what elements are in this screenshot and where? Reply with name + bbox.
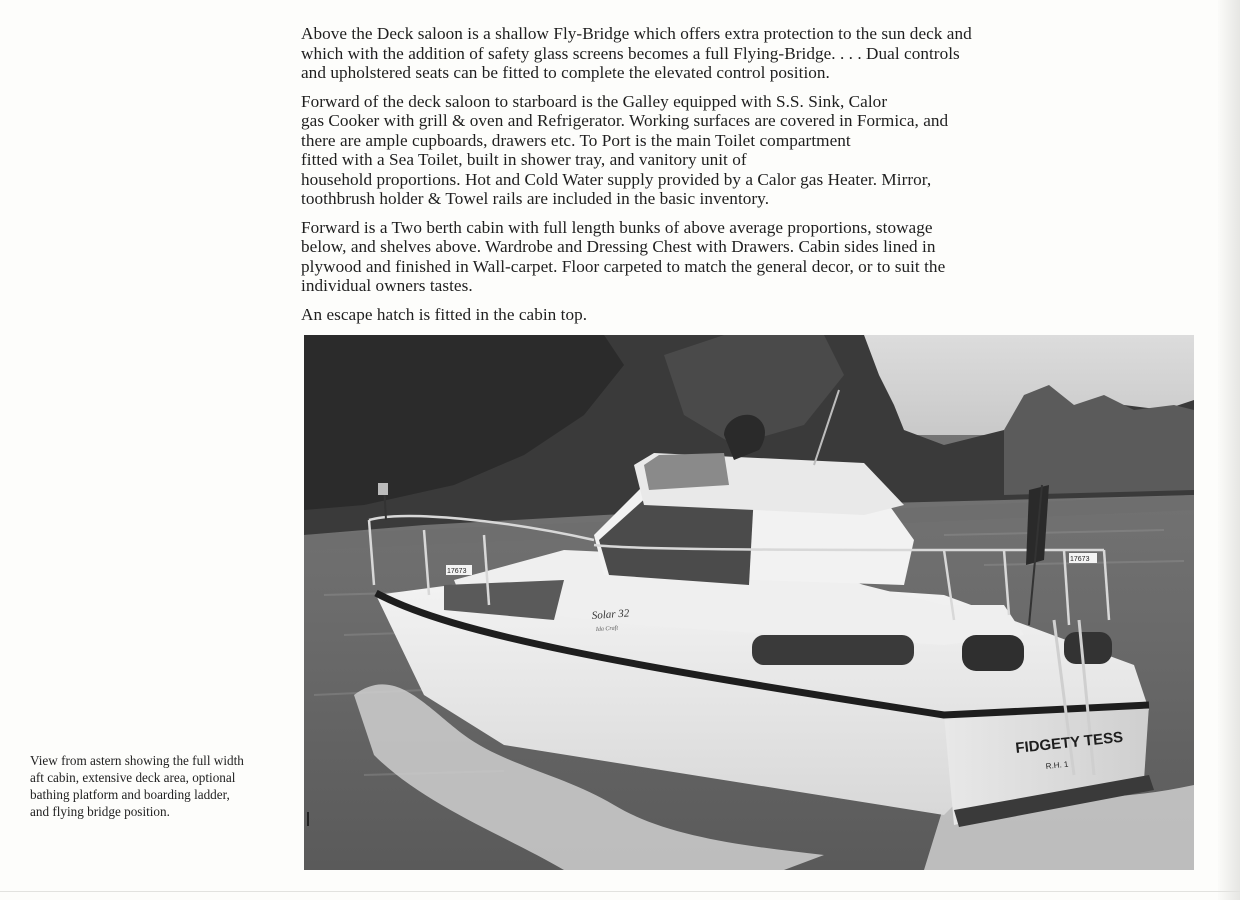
bow-sublettering: Ida Craft [595,625,619,633]
bow-lettering: Solar 32 [591,607,630,622]
photo-caption [30,752,300,820]
page-edge-shadow [1218,0,1240,900]
text-line: An escape hatch is fitted in the cabin top. [301,304,588,324]
page-bottom-edge [0,891,1240,892]
text-line: gas Cooker with grill & oven and Refrigerator. Working surfaces are covered in Formica, and [301,111,949,130]
text-line: Forward is a Two berth cabin with full length bunks of above average proportions, stowage [301,217,933,237]
bow-number: 17673 [447,568,467,575]
hull-port: R.H. 1 [1045,759,1069,771]
description-text [301,24,1101,333]
text-line: below, and shelves above. Wardrobe and Dressing Chest with Drawers. Cabin sides lined in [301,237,936,256]
text-line: household proportions. Hot and Cold Water supply provided by a Calor gas Heater. Mirror, [301,169,932,189]
caption-line: View from astern showing the full width [30,753,244,768]
caption-pointer-mark [307,812,309,826]
paragraph-fly-bridge [301,24,1101,83]
text-line: which with the addition of safety glass screens becomes a full Flying-Bridge. . . . Dual controls [301,43,960,63]
flying-bridge-screen [644,453,729,490]
caption-line: bathing platform and boarding ladder, [30,787,230,802]
text-line: there are ample cupboards, drawers etc. To Port is the main Toilet compartment [301,130,851,150]
boat-photo [304,335,1194,870]
text-line: Above the Deck saloon is a shallow Fly-Bridge which offers extra protection to the sun deck and [301,24,972,43]
paragraph-forward-cabin [301,218,1101,296]
paragraph-escape-hatch [301,305,1101,325]
text-line: toothbrush holder & Towel rails are included in the basic inventory. [301,189,770,208]
boat-photo-illustration [304,335,1194,870]
text-line: Forward of the deck saloon to starboard is the Galley equipped with S.S. Sink, Calor [301,91,888,111]
hull-windows [752,635,914,665]
text-line: individual owners tastes. [301,276,473,295]
text-line: plywood and finished in Wall-carpet. Floor carpeted to match the general decor, or to suit the [301,256,946,276]
hull-name: FIDGETY TESS [1014,728,1124,757]
caption-line: aft cabin, extensive deck area, optional [30,770,236,785]
stern-number: 17673 [1070,556,1090,563]
caption-line: and flying bridge position. [30,804,170,819]
bow-pennant [378,483,388,495]
aft-cabin-window-left [962,635,1024,671]
aft-cabin-window-right [1064,632,1112,664]
paragraph-galley-toilet [301,92,1101,209]
text-line: and upholstered seats can be fitted to complete the elevated control position. [301,63,830,82]
text-line: fitted with a Sea Toilet, built in shower tray, and vanitory unit of [301,150,747,169]
